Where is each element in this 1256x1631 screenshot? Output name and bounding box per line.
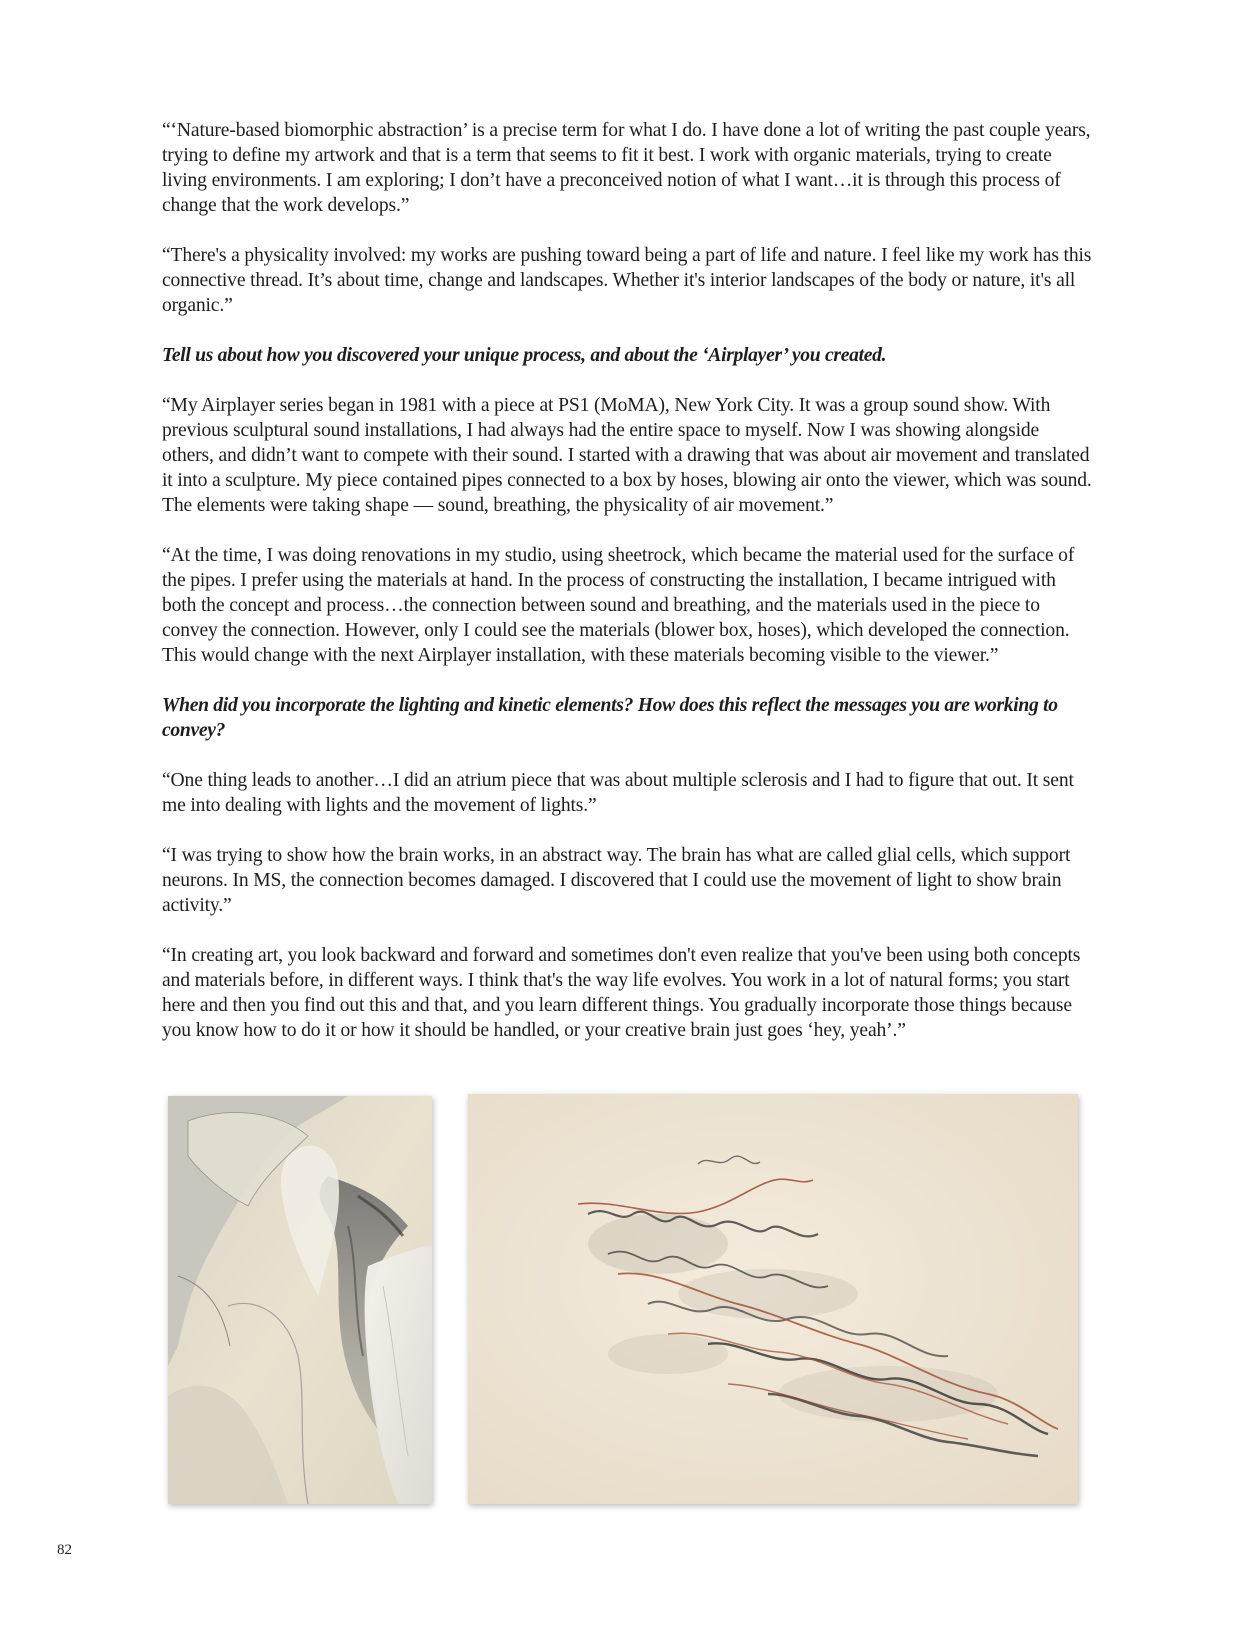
page-number: 82 xyxy=(57,1542,72,1558)
line-drawing xyxy=(468,1094,1078,1504)
artwork-image-right xyxy=(468,1094,1078,1504)
artwork-image-left xyxy=(168,1096,432,1504)
interview-question: Tell us about how you discovered your unique process, and about the ‘Airplayer’ you created. xyxy=(162,345,887,366)
answer-paragraph: “‘Nature-based biomorphic abstraction’ is a precise term for what I do. I have done a lot of writing the past couple years, trying to define my artwork and that is a term that seems to fit it best. I work with organic materials, trying to create living environments. I am exploring; I don’t have a preconceived notion of what I want…it is through this process of change that the work develops.” xyxy=(162,120,1091,216)
biomorphic-painting xyxy=(168,1096,432,1504)
answer-paragraph: “There's a physicality involved: my works are pushing toward being a part of life and nature. I feel like my work has this connective thread. It’s about time, change and landscapes. Whether it's interior landscapes of the body or nature, it's all organic.” xyxy=(162,245,1092,316)
answer-paragraph: “I was trying to show how the brain works, in an abstract way. The brain has what are called glial cells, which support neurons. In MS, the connection becomes damaged. I discovered that I could use the movement of light to show brain activity.” xyxy=(162,845,1071,916)
interview-question: When did you incorporate the lighting and kinetic elements? How does this reflect the messages you are working to convey? xyxy=(162,695,1058,741)
answer-paragraph: “My Airplayer series began in 1981 with a piece at PS1 (MoMA), New York City. It was a group sound show. With previous sculptural sound installations, I had always had the entire space to myself. Now I was showing alongside others, and didn’t want to compete with their sound. I started with a drawing that was about air movement and translated it into a sculpture. My piece contained pipes connected to a box by hoses, blowing air onto the viewer, which was sound. The elements were taking shape — sound, breathing, the physicality of air movement.” xyxy=(162,395,1092,516)
answer-paragraph: “In creating art, you look backward and forward and sometimes don't even realize that you've been using both concepts and materials before, in different ways. I think that's the way life evolves. You work in a lot of natural forms; you start here and then you find out this and that, and you learn different things. You gradually incorporate those things because you know how to do it or how it should be handled, or your creative brain just goes ‘hey, yeah’.” xyxy=(162,945,1081,1041)
article-body xyxy=(162,118,1092,1068)
answer-paragraph: “One thing leads to another…I did an atrium piece that was about multiple sclerosis and I had to figure that out. It sent me into dealing with lights and the movement of lights.” xyxy=(162,770,1074,816)
answer-paragraph: “At the time, I was doing renovations in my studio, using sheetrock, which became the material used for the surface of the pipes. I prefer using the materials at hand. In the process of constructing the installation, I became intrigued with both the concept and process…the connection between sound and breathing, and the materials used in the piece to convey the connection. However, only I could see the materials (blower box, hoses), which developed the connection. This would change with the next Airplayer installation, with these materials becoming visible to the viewer.” xyxy=(162,545,1075,666)
